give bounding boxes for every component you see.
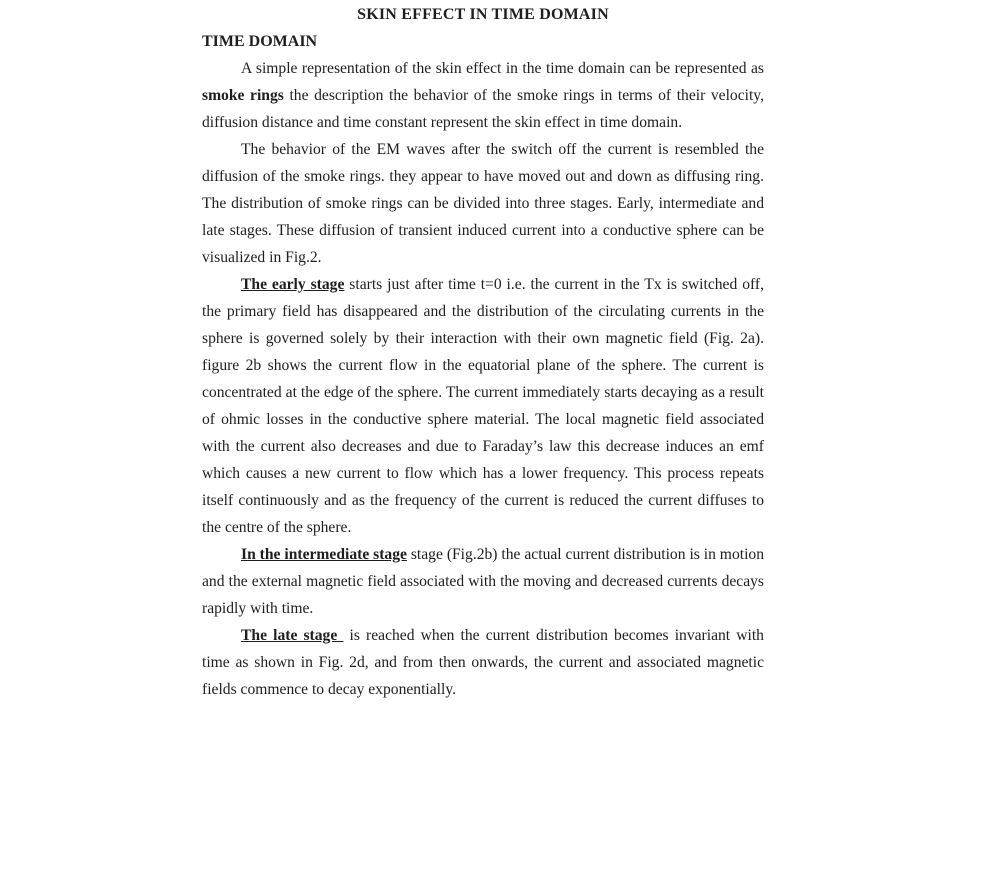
- text-run: stage (Fig.2b) the actual current distribution is in motion and the external magnetic field associated with the moving and decreased currents decays rapidly with time.: [202, 546, 764, 617]
- paragraph-early-stage: [202, 271, 764, 541]
- section-heading: TIME DOMAIN: [202, 33, 318, 50]
- paragraph-late-stage: [202, 622, 764, 703]
- document-page: [202, 1, 764, 703]
- paragraph-intermediate-stage: [202, 541, 764, 622]
- text-run: smoke rings: [202, 87, 284, 104]
- text-run: A simple representation of the skin effect in the time domain can be represented as: [241, 60, 764, 77]
- text-run: The early stage: [241, 276, 345, 293]
- text-run: In the intermediate stage: [241, 546, 407, 563]
- paragraph-em-waves: [202, 136, 764, 271]
- paragraph-smoke-rings: [202, 55, 764, 136]
- text-run: is reached when the current distribution becomes invariant with time as shown in Fig. 2d, and from then onwards, the current and associated magnetic fields commence to decay exponentially.: [202, 627, 764, 698]
- text-run: The late stage: [241, 627, 344, 644]
- document-title: SKIN EFFECT IN TIME DOMAIN: [357, 6, 609, 23]
- text-run: starts just after time t=0 i.e. the current in the Tx is switched off, the primary field has disappeared and the distribution of the circulating currents in the sphere is governed solely by their interaction with their own magnetic field (Fig. 2a). figure 2b shows the current flow in the equatorial plane of the sphere. The current is concentrated at the edge of the sphere. The current immediately starts decaying as a result of ohmic losses in the conductive sphere material. The local magnetic field associated with the current also decreases and due to Faraday’s law this decrease induces an emf which causes a new current to flow which has a lower frequency. This process repeats itself continuously and as the frequency of the current is reduced the current diffuses to the centre of the sphere.: [202, 276, 764, 536]
- text-run: The behavior of the EM waves after the switch off the current is resembled the diffusion of the smoke rings. they appear to have moved out and down as diffusing ring. The distribution of smoke rings can be divided into three stages. Early, intermediate and late stages. These diffusion of transient induced current into a conductive sphere can be visualized in Fig.2.: [202, 141, 764, 266]
- text-run: the description the behavior of the smoke rings in terms of their velocity, diffusion distance and time constant represent the skin effect in time domain.: [202, 87, 764, 131]
